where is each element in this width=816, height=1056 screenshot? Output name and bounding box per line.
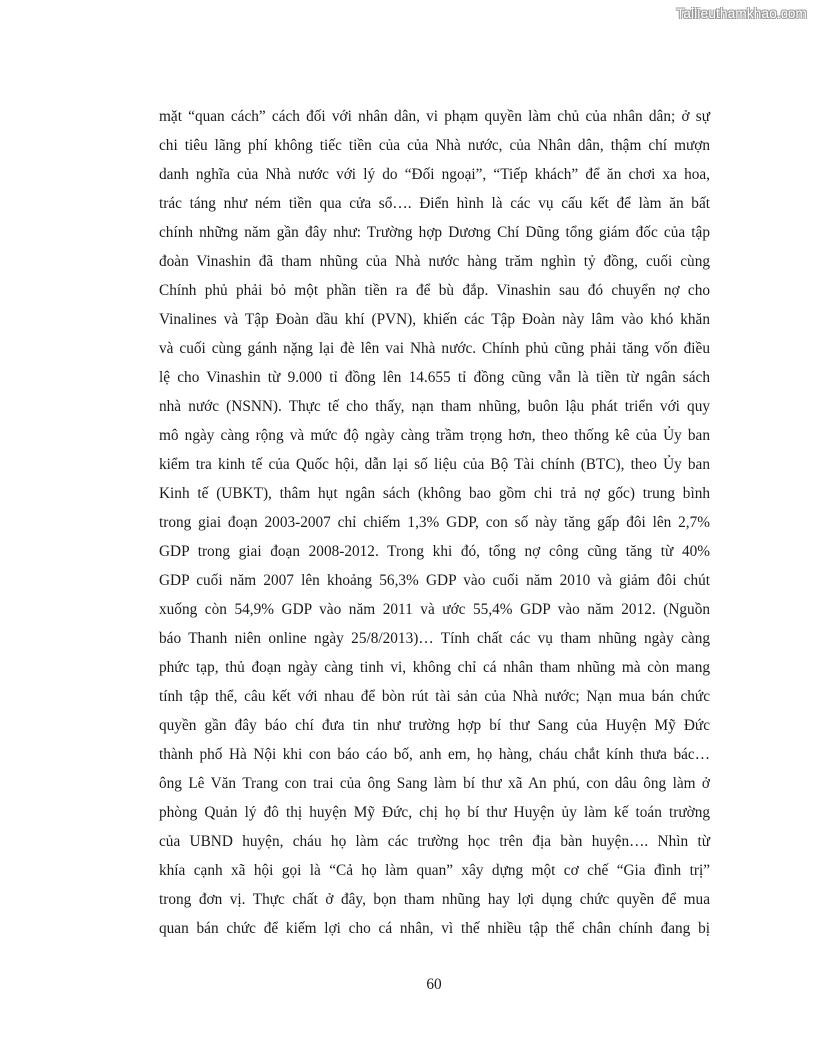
text-line: lệ cho Vinashin từ 9.000 tỉ đồng lên 14.655 tỉ đồng cũng vẫn là tiền từ ngân sách [159,369,710,386]
text-line: ông Lê Văn Trang con trai của ông Sang làm bí thư xã An phú, con dâu ông làm ở [159,775,710,792]
text-line: xuống còn 54,9% GDP vào năm 2011 và ước 55,4% GDP vào năm 2012. (Nguồn [159,601,710,618]
text-line: GDP cuối năm 2007 lên khoảng 56,3% GDP vào cuối năm 2010 và giảm đôi chút [159,572,710,589]
text-line: trong giai đoạn 2003-2007 chỉ chiếm 1,3% GDP, con số này tăng gấp đôi lên 2,7% [159,514,710,531]
watermark: Tailieuthamkhao.com [676,6,807,21]
text-line: trong đơn vị. Thực chất ở đây, bọn tham nhũng hay lợi dụng chức quyền để mua [159,891,710,908]
text-line: đoàn Vinashin đã tham nhũng của Nhà nước hàng trăm nghìn tỷ đồng, cuối cùng [159,253,710,270]
text-line: Kinh tế (UBKT), thâm hụt ngân sách (không bao gồm chi trả nợ gốc) trung bình [159,485,710,502]
body-text [159,102,710,943]
text-line: GDP trong giai đoạn 2008-2012. Trong khi đó, tổng nợ công cũng tăng từ 40% [159,543,710,560]
text-line: Vinalines và Tập Đoàn dầu khí (PVN), khiến các Tập Đoàn này lâm vào khó khăn [159,311,710,328]
text-line: kiểm tra kinh tế của Quốc hội, dẫn lại số liệu của Bộ Tài chính (BTC), theo Ủy ban [159,456,710,473]
text-line: mặt “quan cách” cách đối với nhân dân, vi phạm quyền làm chủ của nhân dân; ở sự [159,108,710,125]
page-number: 60 [426,976,442,993]
text-line: của UBND huyện, cháu họ làm các trường học trên địa bàn huyện…. Nhìn từ [159,833,710,850]
text-line: phức tạp, thủ đoạn ngày càng tinh vi, không chỉ cá nhân tham nhũng mà còn mang [159,659,710,676]
text-line: khía cạnh xã hội gọi là “Cả họ làm quan” xây dựng một cơ chế “Gia đình trị” [159,862,710,879]
text-line: thành phố Hà Nội khi con báo cáo bố, anh em, họ hàng, cháu chắt kính thưa bác… [159,746,710,763]
text-line: nhà nước (NSNN). Thực tế cho thấy, nạn tham nhũng, buôn lậu phát triển với quy [159,398,710,415]
text-line: chính những năm gần đây như: Trường hợp Dương Chí Dũng tổng giám đốc của tập [159,224,710,241]
text-line: danh nghĩa của Nhà nước với lý do “Đối ngoại”, “Tiếp khách” để ăn chơi xa hoa, [159,166,710,183]
text-line: trác táng như ném tiền qua cửa sổ…. Điển hình là các vụ cấu kết để làm ăn bất [159,195,710,212]
text-line: báo Thanh niên online ngày 25/8/2013)… Tính chất các vụ tham nhũng ngày càng [159,630,710,647]
text-line: Chính phủ phải bỏ một phần tiền ra để bù đắp. Vinashin sau đó chuyển nợ cho [159,282,710,299]
text-line: quyền gần đây báo chí đưa tin như trường hợp bí thư Sang của Huyện Mỹ Đức [159,717,710,734]
text-line: quan bán chức để kiếm lợi cho cá nhân, vì thế nhiều tập thể chân chính đang bị [159,920,710,937]
text-line: chi tiêu lãng phí không tiếc tiền của của Nhà nước, của Nhân dân, thậm chí mượn [159,137,710,154]
text-line: mô ngày càng rộng và mức độ ngày càng trầm trọng hơn, theo thống kê của Ủy ban [159,427,710,444]
text-line: và cuối cùng gánh nặng lại đè lên vai Nhà nước. Chính phủ cũng phải tăng vốn điều [159,340,710,357]
text-line: phòng Quản lý đô thị huyện Mỹ Đức, chị họ bí thư Huyện ủy làm kế toán trường [159,804,710,821]
text-line: tính tập thể, câu kết với nhau để bòn rút tài sản của Nhà nước; Nạn mua bán chức [159,688,710,705]
